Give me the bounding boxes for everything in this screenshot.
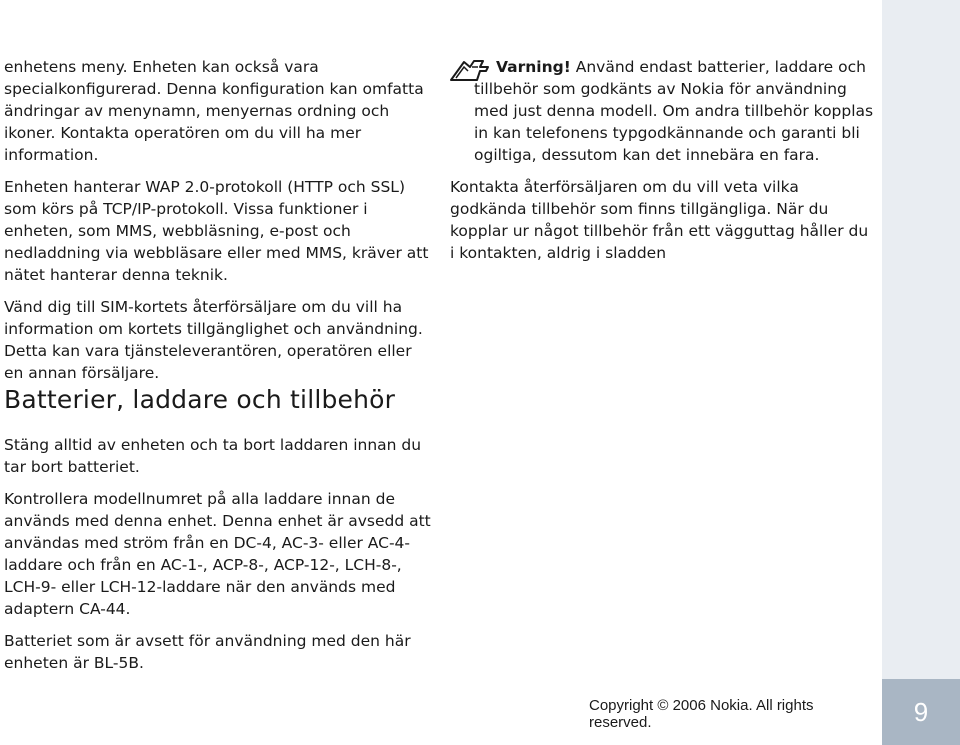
left-column bbox=[4, 56, 434, 394]
paragraph-wap-protocol: Enheten hanterar WAP 2.0-protokoll (HTTP och SSL) som körs på TCP/IP-protokoll. Vissa funktioner i enheten, som MMS, webbläsning, e-post och nedladdning via webbläsare eller med MMS, kräver att nätet hanterar denna teknik. bbox=[4, 178, 429, 284]
warning-text: Använd endast batterier, laddare och tillbehör som godkänts av Nokia för användning med just denna modell. Om andra tillbehör kopplas in kan telefonens typgodkännande och garanti bli ogiltiga, dessutom kan det innebära en fara. bbox=[474, 58, 874, 164]
copyright-notice: Copyright © 2006 Nokia. All rights reserved. bbox=[589, 697, 814, 731]
paragraph-menu-config: enhetens meny. Enheten kan också vara specialkonfigurerad. Denna konfiguration kan omfatta ändringar av menynamn, menyernas ordning och ikoner. Kontakta operatören om du vill ha mer information. bbox=[4, 58, 424, 164]
warning-label: Varning! bbox=[496, 58, 571, 76]
paragraph-battery-type: Batteriet som är avsett för användning med den här enheten är BL-5B. bbox=[4, 632, 411, 672]
warning-block bbox=[450, 56, 875, 166]
paragraph-remove-battery: Stäng alltid av enheten och ta bort laddaren innan du tar bort batteriet. bbox=[4, 436, 422, 476]
warning-hand-icon bbox=[450, 58, 490, 82]
paragraph-accessories: Kontakta återförsäljaren om du vill veta vilka godkända tillbehör som finns tillgängliga. När du kopplar ur något tillbehör från ett vägguttag håller du i kontakten, aldrig i sladden bbox=[450, 178, 869, 262]
paragraph-sim-card: Vänd dig till SIM-kortets återförsäljare om du vill ha information om kortets tillgänglighet och användning. Detta kan vara tjänsteleverantören, operatören eller en annan försäljare. bbox=[4, 298, 423, 382]
page-sidebar bbox=[882, 0, 960, 745]
right-column bbox=[450, 56, 875, 274]
page-number: 9 bbox=[882, 679, 960, 745]
section-body bbox=[4, 434, 434, 684]
section-heading: Batterier, laddare och tillbehör bbox=[4, 385, 396, 414]
paragraph-charger-models: Kontrollera modellnumret på alla laddare innan de används med denna enhet. Denna enhet är avsedd att användas med ström från en DC-4, AC-3- eller AC-4-laddare och från en AC-1-, ACP-8-, ACP-12-, LCH-8-, LCH-9- eller LCH-12-laddare när den används med adaptern CA-44. bbox=[4, 490, 431, 618]
